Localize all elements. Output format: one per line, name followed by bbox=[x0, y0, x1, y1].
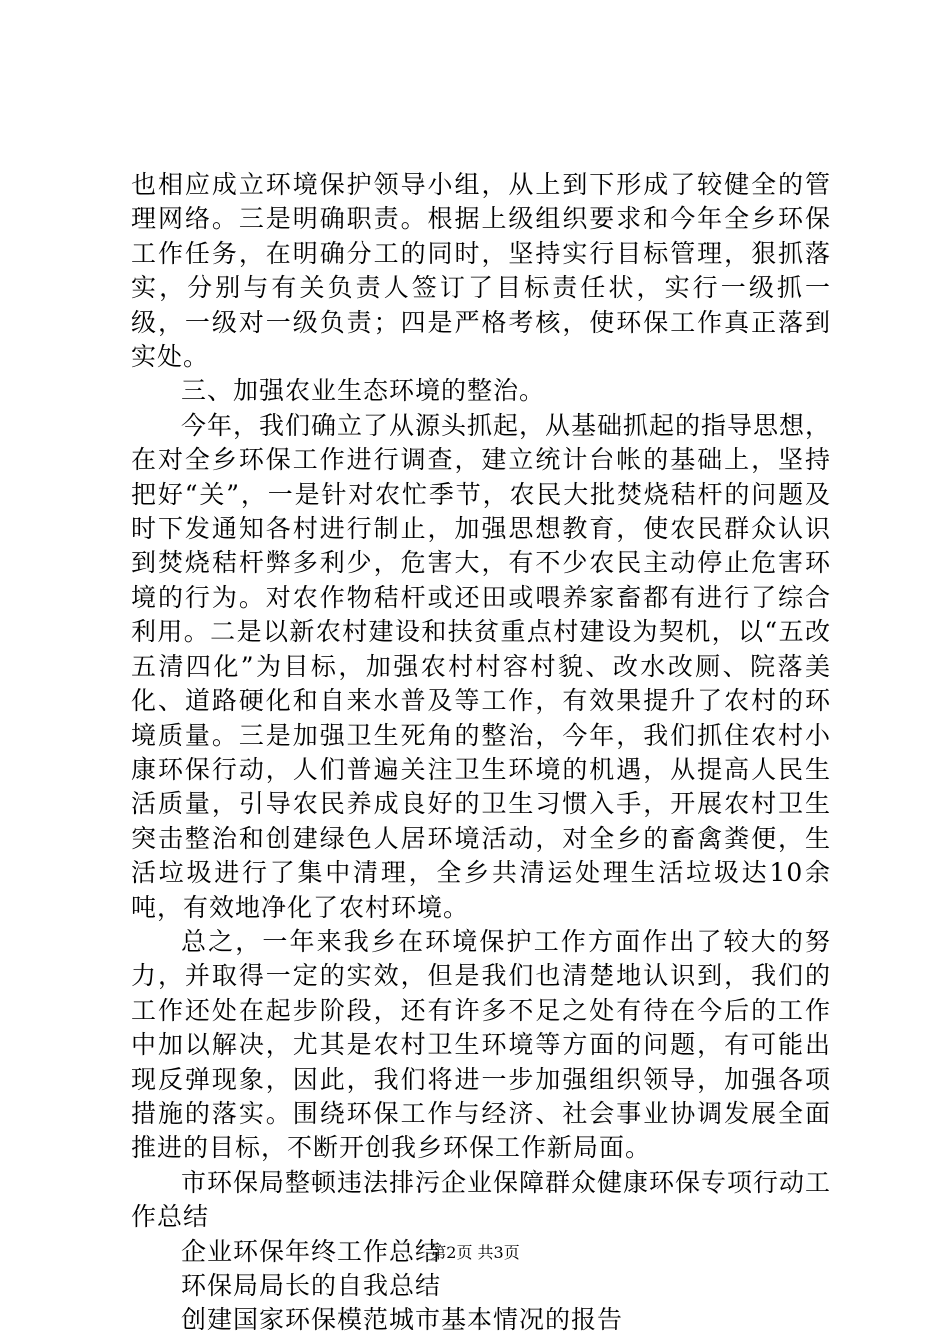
page-number-footer: 第2页 共3页 bbox=[430, 1243, 520, 1262]
document-body bbox=[131, 168, 831, 1338]
related-article-link[interactable]: 市环保局整顿违法排污企业保障群众健康环保专项行动工作总结 bbox=[131, 1167, 832, 1232]
related-article-link[interactable]: 创建国家环保模范城市基本情况的报告 bbox=[181, 1305, 624, 1335]
related-article-link[interactable]: 环保局局长的自我总结 bbox=[181, 1271, 442, 1300]
paragraph-continuation: 也相应成立环境保护领导小组，从上到下形成了较健全的管理网络。三是明确职责。根据上级组织要求和今年全乡环保工作任务，在明确分工的同时，坚持实行目标管理，狠抓落实，分别与有关负责人签订了目标责任状，实行一级抓一级，一级对一级负责；四是严格考核，使环保工作真正落到实处。 bbox=[131, 170, 831, 372]
related-article-link[interactable]: 企业环保年终工作总结 bbox=[181, 1236, 442, 1266]
paragraph-section-3: 今年，我们确立了从源头抓起，从基础抓起的指导思想，在对全乡环保工作进行调查，建立统计台帐的基础上，坚持把好“关”，一是针对农忙季节，农民大批焚烧秸杆的问题及时下发通知各村进行制止，加强思想教育，使农民群众认识到焚烧秸杆弊多利少，危害大，有不少农民主动停止危害环境的行为。对农作物秸杆或还田或喂养家畜都有进行了综合利用。二是以新农村建设和扶贫重点村建设为契机，以“五改五清四化”为目标，加强农村村容村貌、改水改厕、院落美化、道路硬化和自来水普及等工作，有效果提升了农村的环境质量。三是加强卫生死角的整治，今年，我们抓住农村小康环保行动，人们普遍关注卫生环境的机遇，从提高人民生活质量，引导农民养成良好的卫生习惯入手，开展农村卫生突击整治和创建绿色人居环境活动，对全乡的畜禽粪便，生活垃圾进行了集中清理，全乡共清运处理生活垃圾达10余吨，有效地净化了农村环境。 bbox=[131, 410, 832, 922]
paragraph-summary: 总之，一年来我乡在环境保护工作方面作出了较大的努力，并取得一定的实效，但是我们也清楚地认识到，我们的工作还处在起步阶段，还有许多不足之处有待在今后的工作中加以解决，尤其是农村卫生环境等方面的问题，有可能出现反弹现象，因此，我们将进一步加强组织领导，加强各项措施的落实。围绕环保工作与经济、社会事业协调发展全面推进的目标，不断开创我乡环保工作新局面。 bbox=[131, 926, 831, 1163]
section-heading-3: 三、加强农业生态环境的整治。 bbox=[181, 376, 546, 406]
